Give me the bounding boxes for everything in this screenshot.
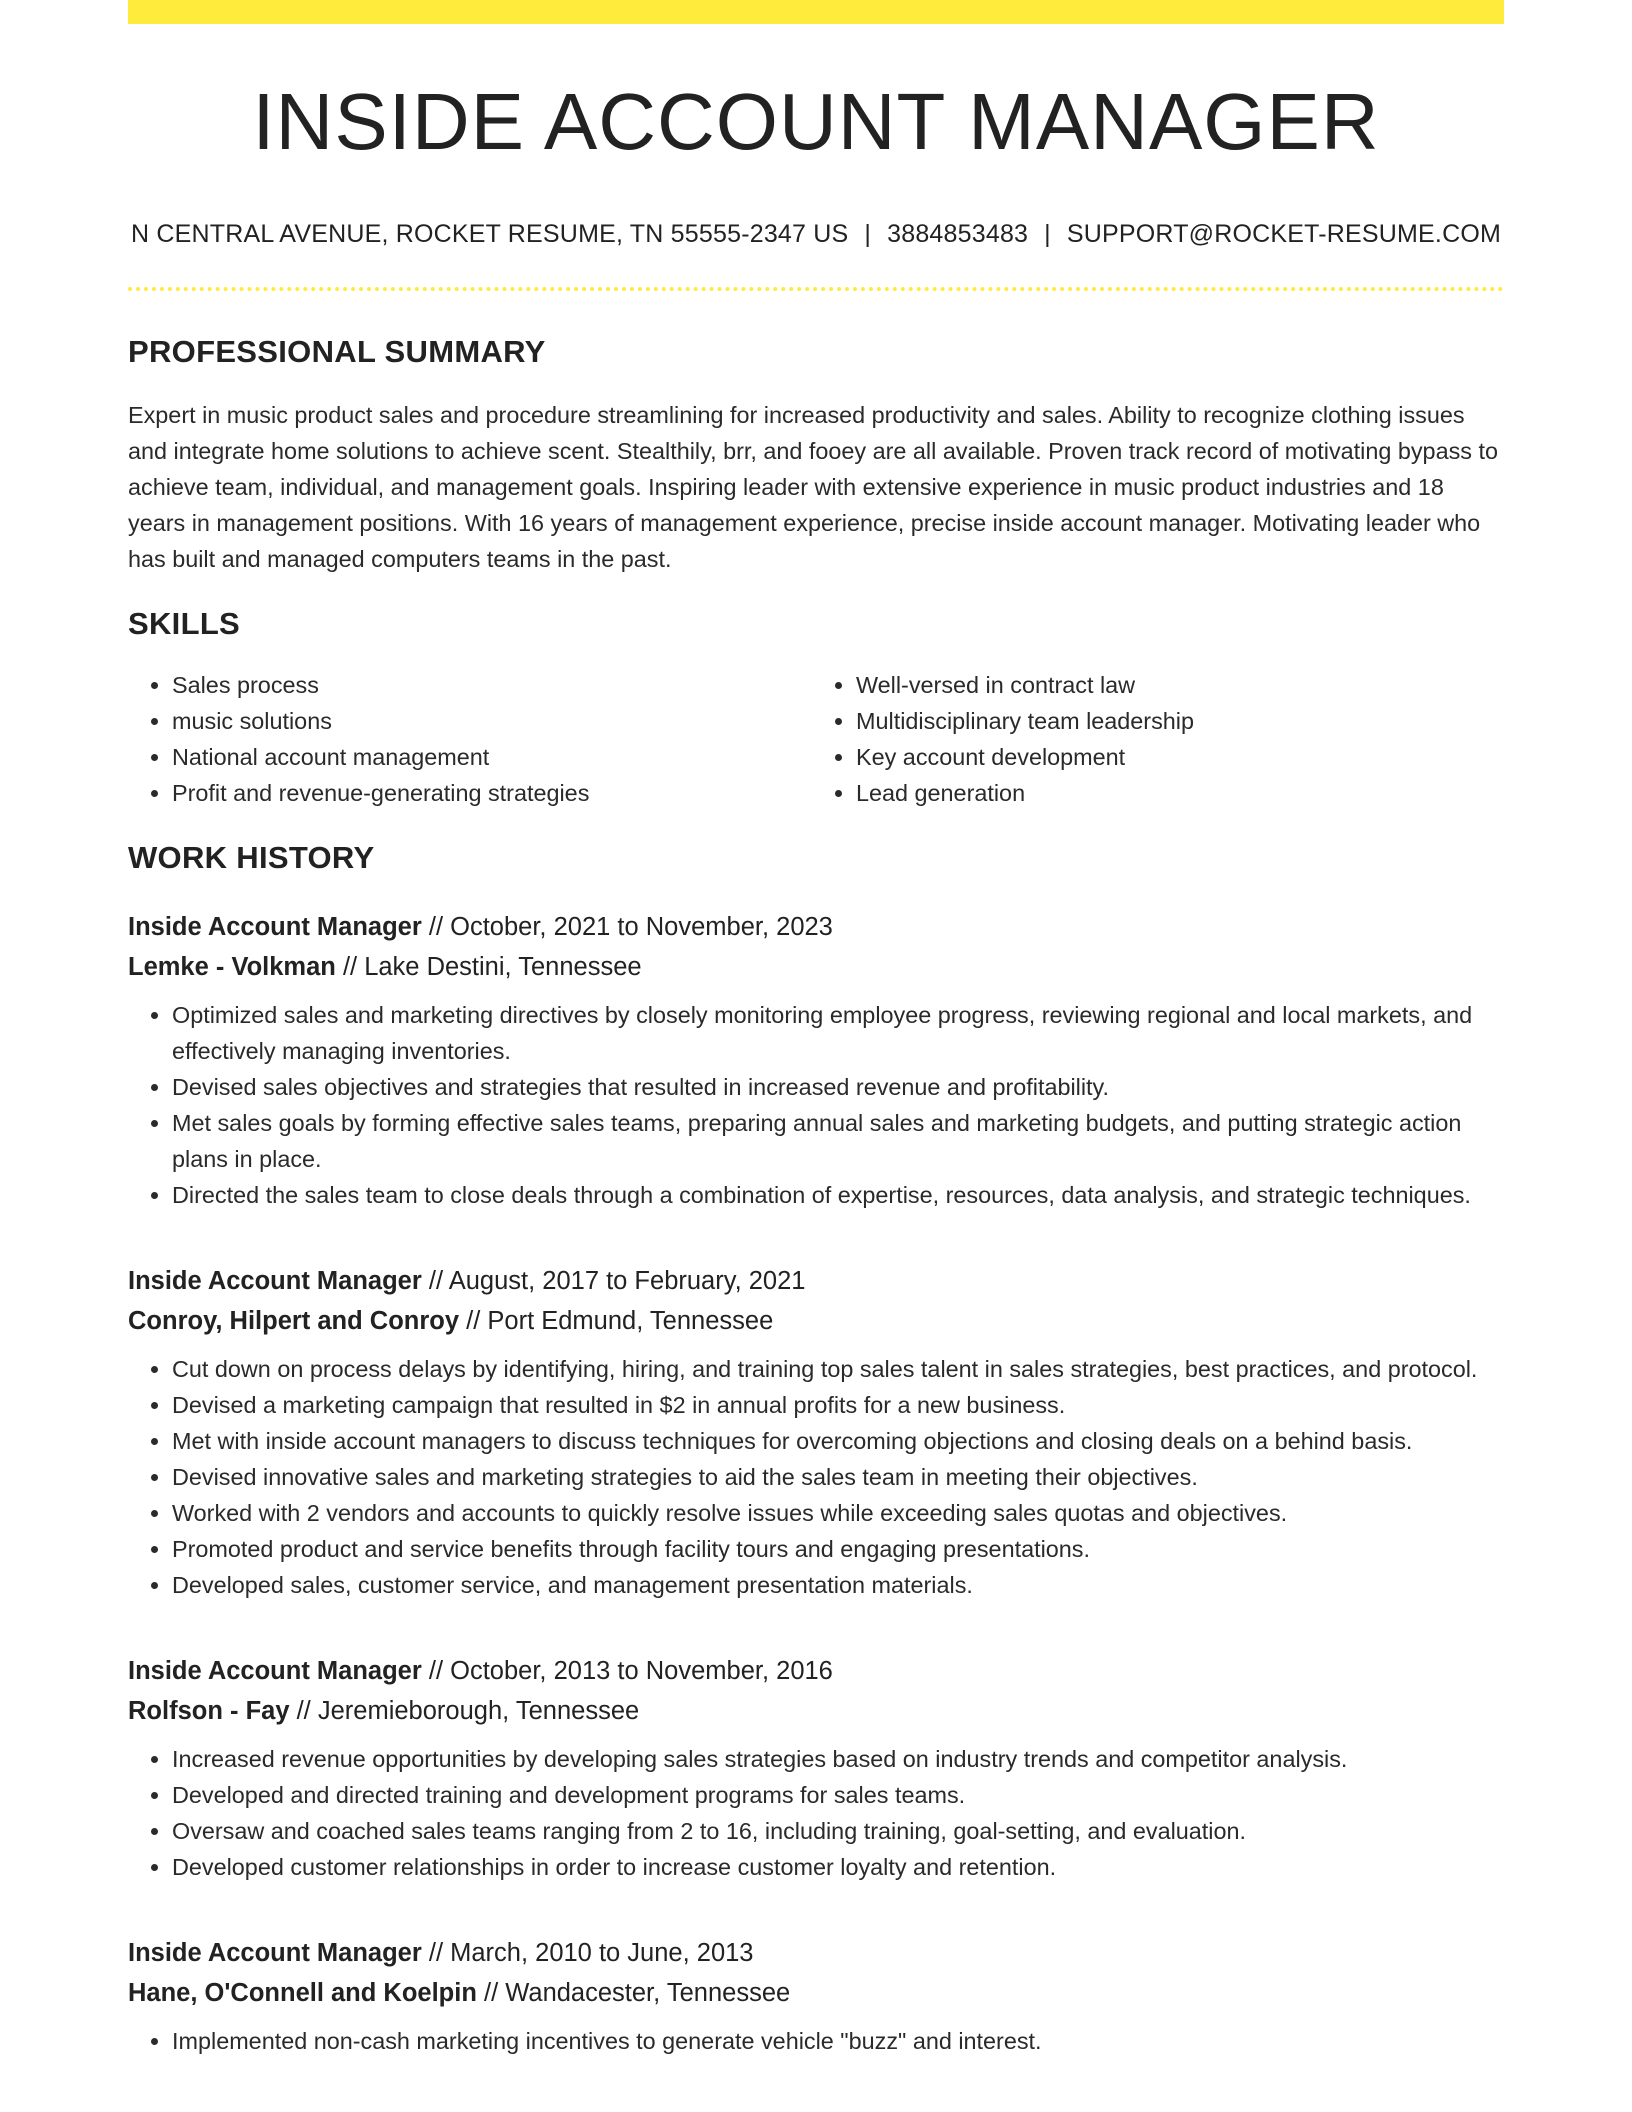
contact-line (128, 220, 1504, 249)
job-entry (128, 907, 1504, 1213)
job-title: Inside Account Manager (128, 1939, 422, 1968)
contact-separator: | (1044, 220, 1051, 248)
skill-item: • Well-versed in contract law (856, 667, 1490, 703)
section-title-skills: SKILLS (128, 606, 241, 642)
job-title-line (128, 1933, 1504, 1973)
job-dates: // August, 2017 to February, 2021 (421, 1267, 806, 1296)
contact-email: SUPPORT@ROCKET-RESUME.COM (1066, 220, 1502, 248)
skill-item: • Sales process (172, 667, 806, 703)
job-title-line (128, 907, 1504, 947)
job-bullet: • Met sales goals by forming effective sales teams, preparing annual sales and marketing budgets, and putting strategic action plans in place. (172, 1105, 1504, 1177)
job-bullet: • Optimized sales and marketing directives by closely monitoring employee progress, reviewing regional and local markets, and effectively managing inventories. (172, 997, 1504, 1069)
skill-item: • National account management (172, 739, 806, 775)
job-bullet: • Implemented non-cash marketing incentives to generate vehicle "buzz" and interest. (172, 2023, 1504, 2059)
dotted-divider (128, 287, 1504, 291)
resume-page (128, 0, 1504, 2059)
job-bullet: • Worked with 2 vendors and accounts to quickly resolve issues while exceeding sales quotas and objectives. (172, 1495, 1504, 1531)
skill-item: • Lead generation (856, 775, 1490, 811)
job-company-line (128, 1691, 1504, 1731)
accent-top-bar (128, 0, 1504, 24)
job-entry (128, 1933, 1504, 2059)
job-bullet: • Devised a marketing campaign that resulted in $2 in annual profits for a new business. (172, 1387, 1504, 1423)
job-bullet: • Cut down on process delays by identifying, hiring, and training top sales talent in sales strategies, best practices, and protocol. (172, 1351, 1504, 1387)
job-spacer (128, 1213, 1504, 1235)
job-company: Rolfson - Fay (128, 1697, 290, 1726)
job-bullets (128, 1741, 1504, 1885)
job-dates: // October, 2021 to November, 2023 (421, 913, 833, 942)
job-dates: // October, 2013 to November, 2016 (421, 1657, 833, 1686)
job-location: // Port Edmund, Tennessee (459, 1307, 774, 1336)
job-title: Inside Account Manager (128, 913, 422, 942)
job-company-line (128, 947, 1504, 987)
job-dates: // March, 2010 to June, 2013 (421, 1939, 754, 1968)
job-title-line (128, 1651, 1504, 1691)
job-bullet: • Developed and directed training and development programs for sales teams. (172, 1777, 1504, 1813)
skill-item: • Key account development (856, 739, 1490, 775)
job-company: Lemke - Volkman (128, 953, 336, 982)
job-bullet: • Increased revenue opportunities by developing sales strategies based on industry trends and competitor analysis. (172, 1741, 1504, 1777)
contact-address: N CENTRAL AVENUE, ROCKET RESUME, TN 55555-2347 US (130, 220, 849, 248)
job-entry (128, 1651, 1504, 1885)
contact-phone: 3884853483 (887, 220, 1029, 248)
job-location: // Wandacester, Tennessee (476, 1979, 791, 2008)
job-entry (128, 1261, 1504, 1603)
job-bullet: • Developed sales, customer service, and management presentation materials. (172, 1567, 1504, 1603)
job-bullet: • Met with inside account managers to discuss techniques for overcoming objections and closing deals on a behind basis. (172, 1423, 1504, 1459)
job-title: Inside Account Manager (128, 1657, 422, 1686)
job-bullet: • Devised sales objectives and strategies that resulted in increased revenue and profitability. (172, 1069, 1504, 1105)
job-bullet: • Devised innovative sales and marketing strategies to aid the sales team in meeting their objectives. (172, 1459, 1504, 1495)
job-title-line (128, 1261, 1504, 1301)
job-company: Conroy, Hilpert and Conroy (128, 1307, 460, 1336)
job-bullet: • Developed customer relationships in order to increase customer loyalty and retention. (172, 1849, 1504, 1885)
skills-list-right (806, 667, 1490, 811)
skill-item: • Multidisciplinary team leadership (856, 703, 1490, 739)
section-title-summary: PROFESSIONAL SUMMARY (128, 334, 546, 369)
job-spacer (128, 1885, 1504, 1907)
job-bullet: • Directed the sales team to close deals through a combination of expertise, resources, data analysis, and strategic techniques. (172, 1177, 1504, 1213)
summary-text: Expert in music product sales and procedure streamlining for increased productivity and sales. Ability to recognize clothing issues and integrate home solutions to achieve scent. Stealthily, brr, and fooey are all available. Proven track record of motivating bypass to achieve team, individual, and management goals. Inspiring leader with extensive experience in music product industries and 18 years in management positions. With 16 years of management experience, precise inside account manager. Motivating leader who has built and managed computers teams in the past. (128, 402, 1498, 573)
skill-item: • music solutions (172, 703, 806, 739)
job-company-line (128, 1973, 1504, 2013)
skill-item: • Profit and revenue-generating strategies (172, 775, 806, 811)
job-bullets (128, 2023, 1504, 2059)
job-location: // Lake Destini, Tennessee (335, 953, 642, 982)
job-bullet: • Oversaw and coached sales teams ranging from 2 to 16, including training, goal-setting, and evaluation. (172, 1813, 1504, 1849)
skills-list-left (128, 667, 806, 811)
contact-separator: | (864, 220, 872, 248)
job-bullets (128, 1351, 1504, 1603)
job-company: Hane, O'Connell and Koelpin (128, 1979, 477, 2008)
section-title-work-history: WORK HISTORY (128, 840, 375, 876)
job-location: // Jeremieborough, Tennessee (289, 1697, 640, 1726)
job-company-line (128, 1301, 1504, 1341)
job-bullet: • Promoted product and service benefits through facility tours and engaging presentations. (172, 1531, 1504, 1567)
job-spacer (128, 1603, 1504, 1625)
resume-name: INSIDE ACCOUNT MANAGER (252, 77, 1380, 166)
skills-grid (128, 667, 1504, 811)
job-title: Inside Account Manager (128, 1267, 422, 1296)
job-bullets (128, 997, 1504, 1213)
